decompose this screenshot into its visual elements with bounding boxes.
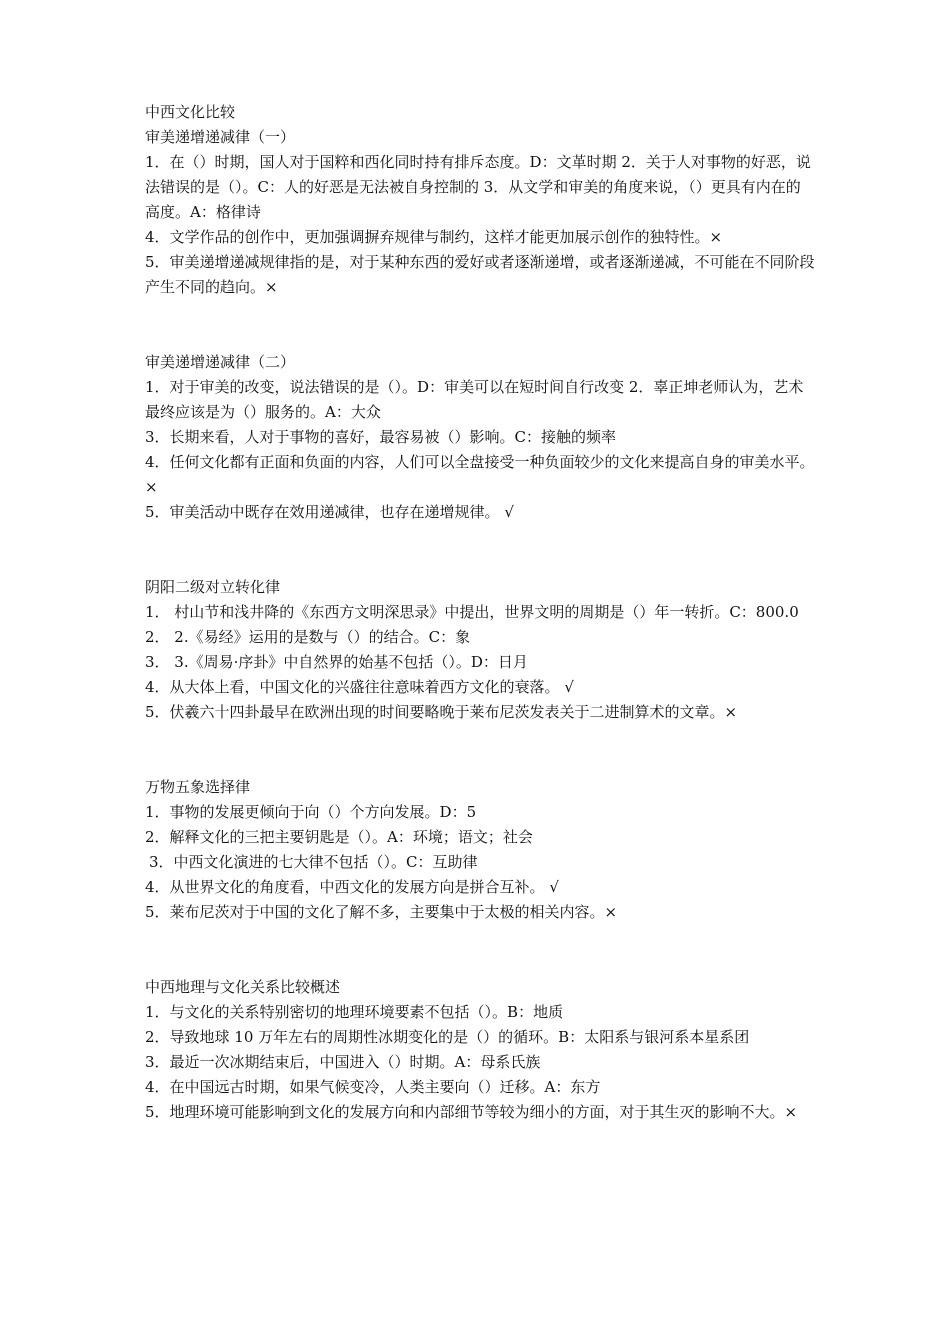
- section-aesthetic-law-2: [145, 350, 815, 525]
- question-item: 4．在中国远古时期，如果气候变冷，人类主要向（）迁移。A：东方: [145, 1078, 601, 1096]
- section-spacer: [145, 725, 815, 775]
- question-item: 3． 3.《周易·序卦》中自然界的始基不包括（）。D：日月: [145, 653, 528, 671]
- question-item: 5．审美活动中既存在效用递减律，也存在递增规律。 √: [145, 503, 514, 521]
- question-item: 2．解释文化的三把主要钥匙是（）。A：环境；语文；社会: [145, 828, 533, 846]
- question-item: 4．从大体上看，中国文化的兴盛往往意味着西方文化的衰落。 √: [145, 678, 574, 696]
- question-item: 2． 2.《易经》运用的是数与（）的结合。C：象: [145, 628, 471, 646]
- section-title: 审美递增递减律（二）: [145, 353, 296, 371]
- section-title: 阴阳二级对立转化律: [145, 578, 281, 596]
- section-title: 审美递增递减律（一）: [145, 128, 296, 146]
- section-five-images-law: [145, 775, 815, 925]
- section-aesthetic-law-1: [145, 125, 815, 300]
- question-item: 3．长期来看，人对于事物的喜好，最容易被（）影响。C：接触的频率: [145, 428, 617, 446]
- document-page: [145, 100, 815, 1125]
- document-title: 中西文化比较: [145, 103, 236, 121]
- section-spacer: [145, 925, 815, 975]
- question-item: 5．伏羲六十四卦最早在欧洲出现的时间要略晚于莱布尼茨发表关于二进制算术的文章。×: [145, 703, 738, 721]
- question-item: 1．在（）时期，国人对于国粹和西化同时持有排斥态度。D：文革时期 2．关于人对事物的好恶，说法错误的是（）。C：人的好恶是无法被自身控制的 3．从文学和审美的角度来说，（）更具有内在的高度。A：格律诗: [145, 153, 811, 221]
- section-geography-culture: [145, 975, 815, 1125]
- question-item: 3．最近一次冰期结束后，中国进入（）时期。A：母系氏族: [145, 1053, 541, 1071]
- question-item: 4．文学作品的创作中，更加强调摒弃规律与制约，这样才能更加展示创作的独特性。×: [145, 228, 723, 246]
- question-item: 3．中西文化演进的七大律不包括（）。C：互助律: [149, 853, 478, 871]
- question-item: 5．审美递增递减规律指的是，对于某种东西的爱好或者逐渐递增，或者逐渐递减，不可能在不同阶段产生不同的趋向。×: [145, 253, 815, 296]
- section-spacer: [145, 300, 815, 350]
- section-title: 万物五象选择律: [145, 778, 251, 796]
- question-item: 5．地理环境可能影响到文化的发展方向和内部细节等较为细小的方面，对于其生灭的影响不大。×: [145, 1103, 798, 1121]
- section-title: 中西地理与文化关系比较概述: [145, 978, 341, 996]
- question-item: 1． 村山节和浅井降的《东西方文明深思录》中提出，世界文明的周期是（）年一转折。C：800.0: [145, 603, 799, 621]
- question-item: 1．对于审美的改变，说法错误的是（）。D：审美可以在短时间自行改变 2．辜正坤老师认为，艺术最终应该是为（）服务的。A：大众: [145, 378, 804, 421]
- question-item: 2．导致地球 10 万年左右的周期性冰期变化的是（）的循环。B：太阳系与银河系本星系团: [145, 1028, 750, 1046]
- question-item: 4．从世界文化的角度看，中西文化的发展方向是拼合互补。 √: [145, 878, 559, 896]
- question-item: 4．任何文化都有正面和负面的内容，人们可以全盘接受一种负面较少的文化来提高自身的审美水平。×: [145, 453, 815, 496]
- question-item: 1．事物的发展更倾向于向（）个方向发展。D：5: [145, 803, 477, 821]
- section-spacer: [145, 525, 815, 575]
- question-item: 5．莱布尼茨对于中国的文化了解不多，主要集中于太极的相关内容。×: [145, 903, 618, 921]
- section-yin-yang-law: [145, 575, 815, 725]
- question-item: 1．与文化的关系特别密切的地理环境要素不包括（）。B：地质: [145, 1003, 564, 1021]
